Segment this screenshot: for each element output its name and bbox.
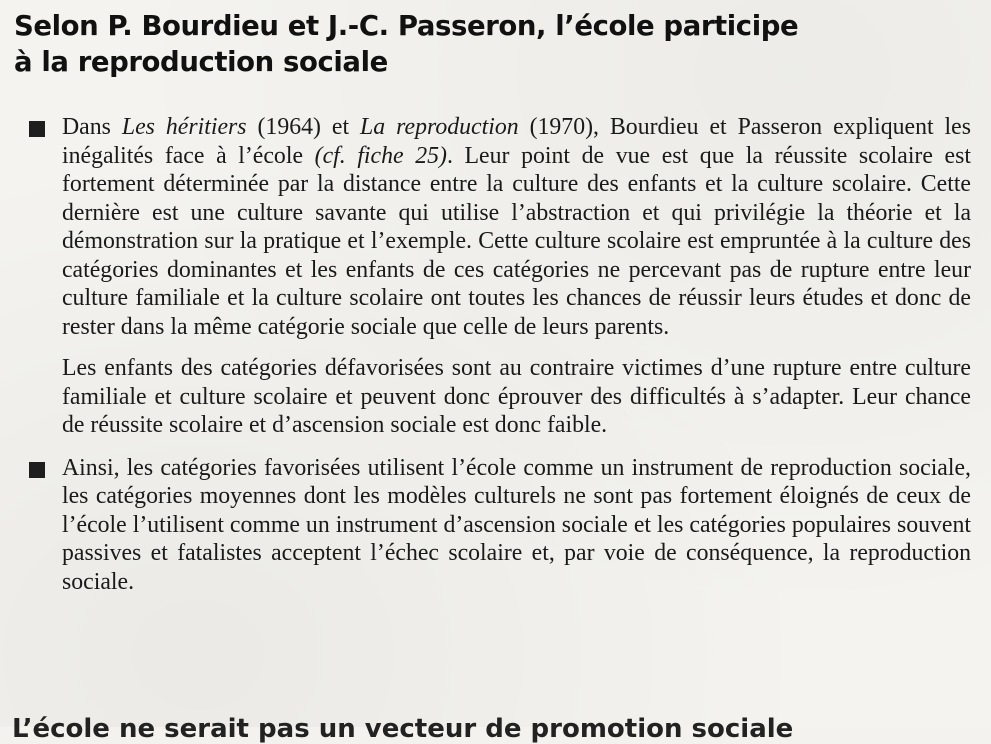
cross-reference: (cf. fiche 25) — [314, 142, 447, 169]
bullet-section-2 — [26, 454, 971, 597]
heading-line-1: Selon P. Bourdieu et J.-C. Passeron, l’école participe — [14, 10, 799, 42]
section-heading — [14, 8, 914, 80]
square-bullet-icon — [29, 121, 45, 137]
heading-line-2: à la reproduction sociale — [14, 46, 388, 78]
body-text — [26, 113, 971, 596]
book-title-heritiers: Les héritiers — [121, 114, 247, 140]
next-heading-cutoff: L’école ne serait pas un vecteur de promotion sociale — [12, 714, 794, 744]
text-run: Dans — [62, 114, 122, 140]
paragraph-2: Les enfants des catégories défavorisées sont au contraire victimes d’une rupture entre culture familiale et culture scolaire et peuvent donc éprouver des difficultés à s’adapter. Leur chance de réussite scolaire et d’ascension sociale est donc faible. — [62, 355, 971, 438]
text-run: (1964) et — [246, 114, 361, 140]
bullet-section-1 — [26, 113, 971, 440]
paragraph-1 — [62, 113, 971, 341]
paragraph-3: Ainsi, les catégories favorisées utilisent l’école comme un instrument de reproduction sociale, les catégories moyennes dont les modèles culturels ne sont pas fortement éloignés de ceux de l’école l’utilisent comme un instrument d’ascension sociale et les catégories populaires souvent passives et fatalistes acceptent l’échec scolaire et, par voie de conséquence, la reproduction sociale. — [62, 454, 971, 595]
square-bullet-icon — [29, 462, 45, 478]
book-title-reproduction: La reproduction — [360, 114, 519, 140]
text-run: . Leur point de vue est que la réussite scolaire est fortement déterminée par la distance entre la culture des enfants et la culture scolaire. Cette dernière est une culture savante qui utilise l’abstraction et qui privilégie la théorie et la démonstration sur la pratique et l’exemple. Cette culture scolaire est empruntée à la culture des catégories dominantes et les enfants de ces catégories ne percevant pas de rupture entre leur culture familiale et la culture scolaire ont toutes les chances de réussir leurs études et donc de rester dans la même catégorie sociale que celle de leurs parents. — [62, 142, 971, 340]
text-run: (1970), Bourdieu et Passeron expliquent les inégalités face à l’école — [62, 114, 971, 169]
